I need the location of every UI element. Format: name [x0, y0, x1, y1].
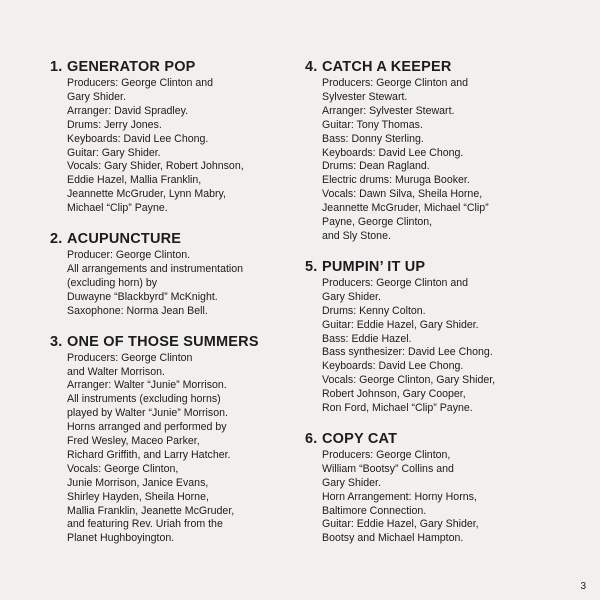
- track-entry: [50, 230, 290, 319]
- credit-line: Duwayne “Blackbyrd” McKnight.: [67, 290, 218, 303]
- credit-line: Junie Morrison, Janice Evans,: [67, 476, 209, 489]
- credit-line: Arranger: David Spradley.: [67, 104, 189, 117]
- credit-line: Producers: George Clinton and: [67, 77, 214, 89]
- credit-line: Producer: George Clinton.: [67, 249, 191, 262]
- credit-line: Fred Wesley, Maceo Parker,: [67, 435, 200, 448]
- credit-line: Bass: Donny Sterling.: [322, 132, 424, 145]
- credit-line: Vocals: Dawn Silva, Sheila Horne,: [322, 188, 483, 201]
- credit-line: All arrangements and instrumentation: [67, 262, 244, 275]
- track-number: 6.: [305, 430, 318, 447]
- credit-line: Arranger: Walter “Junie” Morrison.: [67, 379, 227, 392]
- track-heading: [50, 333, 290, 351]
- credit-line: and Sly Stone.: [322, 229, 391, 242]
- credit-line: Keyboards: David Lee Chong.: [67, 132, 209, 145]
- track-heading: [305, 58, 565, 76]
- credit-line: Ron Ford, Michael “Clip” Payne.: [322, 402, 473, 415]
- credit-line: Keyboards: David Lee Chong.: [322, 146, 464, 159]
- credit-line: Vocals: George Clinton, Gary Shider,: [322, 374, 496, 387]
- credit-line: Saxophone: Norma Jean Bell.: [67, 304, 208, 317]
- credit-line: Gary Shider.: [67, 90, 126, 103]
- credit-line: Producers: George Clinton and: [322, 77, 469, 89]
- credit-line: Bass synthesizer: David Lee Chong.: [322, 346, 493, 359]
- track-title: CATCH A KEEPER: [322, 59, 452, 75]
- credit-line: Bootsy and Michael Hampton.: [322, 532, 464, 545]
- track-entry: [50, 58, 290, 216]
- credit-line: Mallia Franklin, Jeanette McGruder,: [67, 504, 235, 517]
- credit-line: Planet Hughboyington.: [67, 532, 175, 545]
- credit-line: Arranger: Sylvester Stewart.: [322, 104, 455, 117]
- credit-line: Producers: George Clinton: [67, 351, 193, 364]
- credit-line: Producers: George Clinton,: [322, 448, 451, 461]
- track-title: COPY CAT: [322, 430, 398, 447]
- credit-line: All instruments (excluding horns): [67, 393, 221, 406]
- track-number: 3.: [50, 333, 63, 350]
- track-title: PUMPIN’ IT UP: [322, 258, 426, 275]
- credit-line: played by Walter “Junie” Morrison.: [67, 407, 228, 420]
- credit-line: Bass: Eddie Hazel.: [322, 332, 412, 345]
- credit-line: Electric drums: Muruga Booker.: [322, 174, 470, 187]
- credit-line: Payne, George Clinton,: [322, 216, 433, 229]
- right-column: [305, 58, 565, 560]
- track-title: GENERATOR POP: [67, 59, 196, 75]
- credit-line: and Walter Morrison.: [67, 365, 165, 378]
- credit-line: Gary Shider.: [322, 476, 381, 489]
- credit-line: Producers: George Clinton and: [322, 276, 469, 289]
- track-heading: [305, 430, 565, 448]
- credit-line: and featuring Rev. Uriah from the: [67, 518, 223, 531]
- credit-line: William “Bootsy” Collins and: [322, 462, 454, 475]
- track-number: 5.: [305, 258, 318, 275]
- credit-line: Guitar: Eddie Hazel, Gary Shider.: [322, 318, 479, 331]
- credit-line: Jeannette McGruder, Lynn Mabry,: [67, 188, 226, 201]
- credit-line: Shirley Hayden, Sheila Horne,: [67, 490, 209, 503]
- track-heading: [50, 58, 290, 76]
- track-number: 2.: [50, 231, 63, 248]
- credit-line: (excluding horn) by: [67, 276, 158, 289]
- credit-line: Michael “Clip” Payne.: [67, 202, 168, 215]
- track-heading: [50, 230, 290, 248]
- track-entry: [305, 430, 565, 546]
- credit-line: Vocals: Gary Shider, Robert Johnson,: [67, 160, 244, 173]
- credit-line: Gary Shider.: [322, 290, 381, 303]
- credit-line: Drums: Kenny Colton.: [322, 304, 426, 317]
- credit-line: Horns arranged and performed by: [67, 421, 227, 434]
- left-column: [50, 58, 290, 560]
- track-entry: [50, 333, 290, 547]
- credit-line: Guitar: Tony Thomas.: [322, 118, 423, 131]
- credit-line: Guitar: Eddie Hazel, Gary Shider,: [322, 518, 479, 531]
- credit-line: Baltimore Connection.: [322, 504, 427, 517]
- page-number: 3: [580, 581, 586, 592]
- track-number: 1.: [50, 59, 63, 75]
- credit-line: Keyboards: David Lee Chong.: [322, 360, 464, 373]
- credit-line: Richard Griffith, and Larry Hatcher.: [67, 448, 231, 461]
- credit-line: Guitar: Gary Shider.: [67, 146, 161, 159]
- track-number: 4.: [305, 59, 318, 75]
- credit-line: Drums: Jerry Jones.: [67, 118, 162, 131]
- track-title: ACUPUNCTURE: [67, 231, 182, 248]
- track-entry: [305, 58, 565, 244]
- credit-line: Robert Johnson, Gary Cooper,: [322, 388, 466, 401]
- credit-line: Horn Arrangement: Horny Horns,: [322, 490, 477, 503]
- track-heading: [305, 258, 565, 276]
- track-title: ONE OF THOSE SUMMERS: [67, 333, 259, 350]
- track-entry: [305, 258, 565, 416]
- credit-line: Vocals: George Clinton,: [67, 462, 179, 475]
- credit-line: Jeannette McGruder, Michael “Clip”: [322, 202, 489, 215]
- credit-line: Eddie Hazel, Mallia Franklin,: [67, 174, 202, 187]
- credit-line: Drums: Dean Ragland.: [322, 160, 430, 173]
- credit-line: Sylvester Stewart.: [322, 90, 408, 103]
